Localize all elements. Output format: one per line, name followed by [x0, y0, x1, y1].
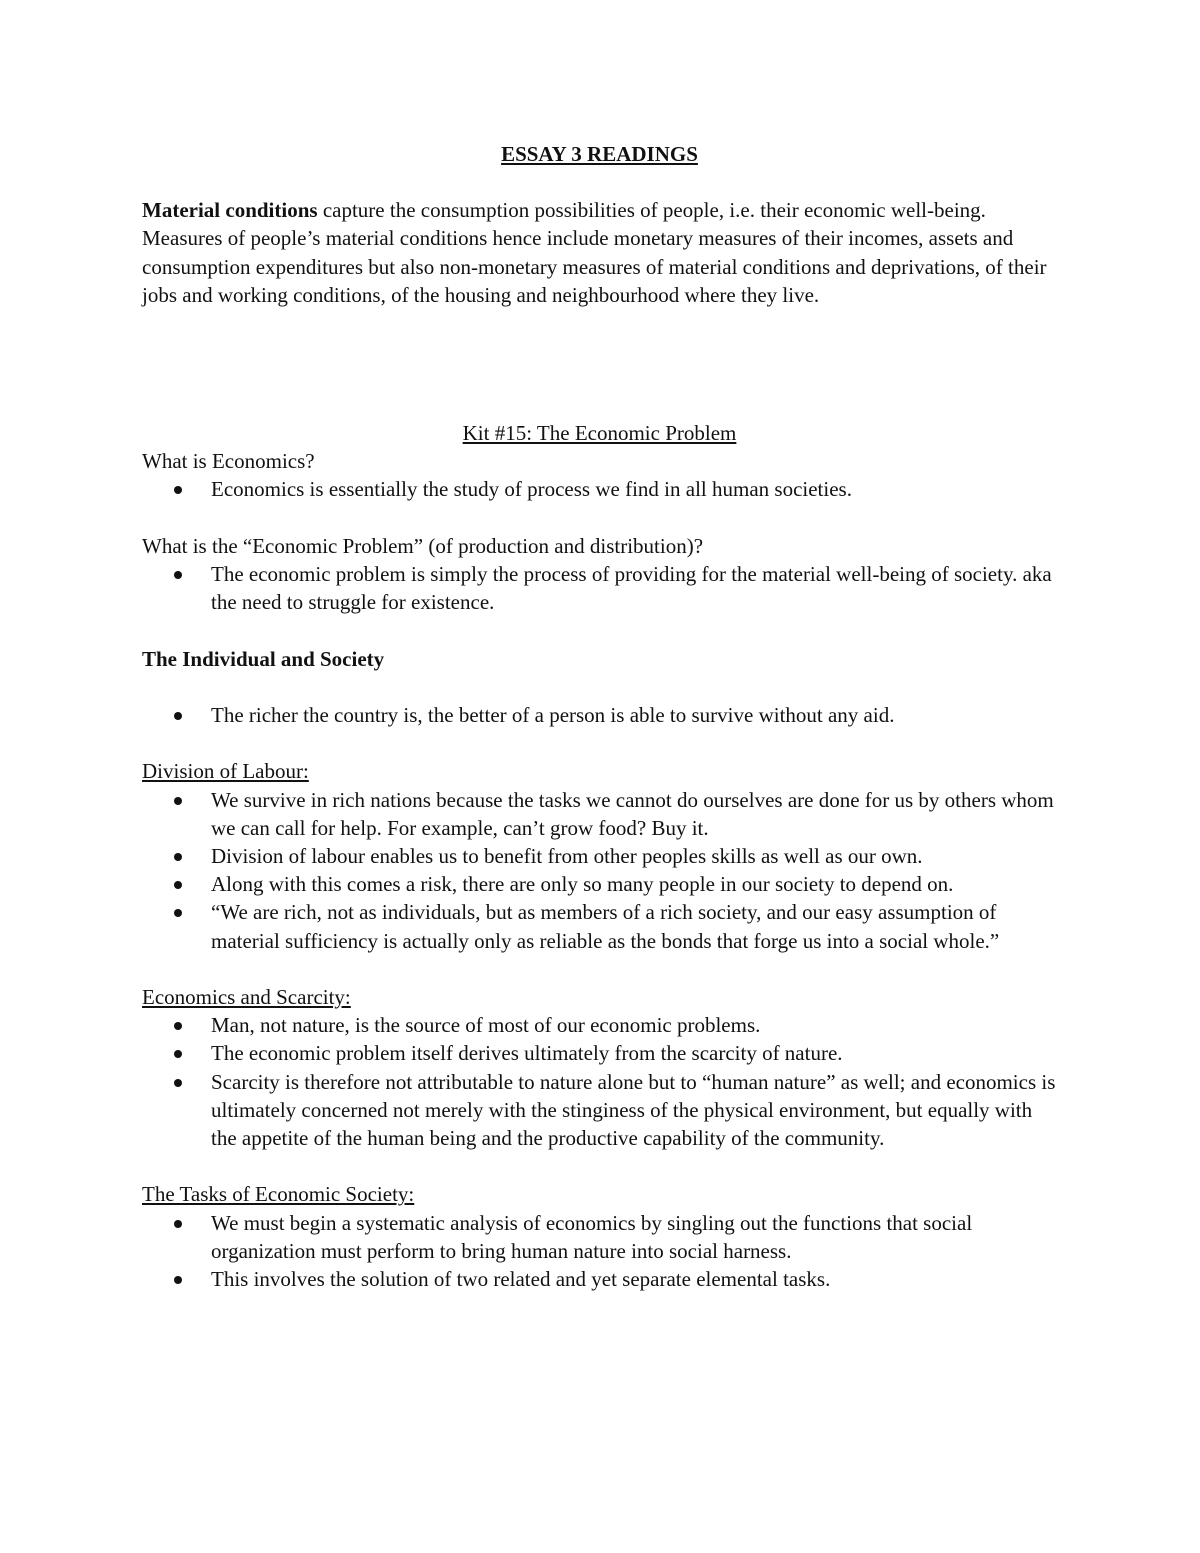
- list-item: Division of labour enables us to benefit from other peoples skills as well as our own.: [211, 842, 1057, 870]
- document-page: [142, 140, 1057, 1293]
- list-item: We must begin a systematic analysis of economics by singling out the functions that social organization must perform to bring human nature into social harness.: [211, 1209, 1057, 1265]
- section-spacer: [142, 309, 1057, 419]
- list-item: Economics is essentially the study of process we find in all human societies.: [211, 475, 1057, 503]
- bullet-icon: [174, 797, 182, 805]
- bullet-icon: [174, 1276, 182, 1284]
- bullet-list-scarcity: [142, 1011, 1057, 1152]
- list-item: The richer the country is, the better of a person is able to survive without any aid.: [211, 701, 1057, 729]
- bullet-icon: [174, 712, 182, 720]
- list-item: The economic problem is simply the process of providing for the material well-being of society. aka the need to struggle for existence.: [211, 560, 1057, 616]
- heading-individual-society: The Individual and Society: [142, 646, 385, 671]
- bullet-list-division: [142, 786, 1057, 955]
- list-item: This involves the solution of two related and yet separate elemental tasks.: [211, 1265, 1057, 1293]
- gap: [142, 616, 1057, 644]
- bullet-list-individual: [142, 701, 1057, 729]
- list-item: We survive in rich nations because the tasks we cannot do ourselves are done for us by others whom we can call for help. For example, can’t grow food? Buy it.: [211, 786, 1057, 842]
- list-item: “We are rich, not as individuals, but as members of a rich society, and our easy assumption of material sufficiency is actually only as reliable as the bonds that forge us into a social whole.”: [211, 898, 1057, 954]
- gap: [142, 729, 1057, 757]
- bullet-icon: [174, 909, 182, 917]
- heading-division-of-labour: Division of Labour:: [142, 759, 309, 784]
- question-what-is-economics: What is Economics?: [142, 449, 315, 474]
- bullet-icon: [174, 853, 182, 861]
- question-economic-problem: What is the “Economic Problem” (of production and distribution)?: [142, 533, 704, 558]
- gap: [142, 1152, 1057, 1180]
- bullet-list-tasks: [142, 1209, 1057, 1294]
- list-item: The economic problem itself derives ultimately from the scarcity of nature.: [211, 1039, 1057, 1067]
- heading-tasks-economic-society: The Tasks of Economic Society:: [142, 1182, 415, 1207]
- bullet-icon: [174, 1079, 182, 1087]
- intro-bold-term: Material conditions: [142, 198, 318, 223]
- kit-title: Kit #15: The Economic Problem: [462, 421, 737, 446]
- list-item: Scarcity is therefore not attributable to nature alone but to “human nature” as well; and economics is ultimately concerned not merely with the stinginess of the physical environment, but equally with the appetite of the human being and the productive capability of the community.: [211, 1068, 1057, 1153]
- bullet-icon: [174, 1050, 182, 1058]
- bullet-icon: [174, 486, 182, 494]
- document-title: ESSAY 3 READINGS: [501, 142, 698, 166]
- gap: [142, 955, 1057, 983]
- intro-paragraph: [142, 196, 1057, 309]
- bullet-icon: [174, 881, 182, 889]
- bullet-list-q2: [142, 560, 1057, 616]
- gap: [142, 673, 1057, 701]
- heading-economics-scarcity: Economics and Scarcity:: [142, 985, 351, 1009]
- bullet-icon: [174, 1022, 182, 1030]
- list-item: Along with this comes a risk, there are only so many people in our society to depend on.: [211, 870, 1057, 898]
- bullet-icon: [174, 1220, 182, 1228]
- intro-text: capture the consumption possibilities of people, i.e. their economic well-being. Measures of people’s material conditions hence include monetary measures of their incomes, assets and consumption expenditures but also non-monetary measures of material conditions and deprivations, of their jobs and working conditions, of the housing and neighbourhood where they live.: [142, 198, 1047, 307]
- bullet-list-q1: [142, 475, 1057, 503]
- gap: [142, 504, 1057, 532]
- list-item: Man, not nature, is the source of most of our economic problems.: [211, 1011, 1057, 1039]
- bullet-icon: [174, 571, 182, 579]
